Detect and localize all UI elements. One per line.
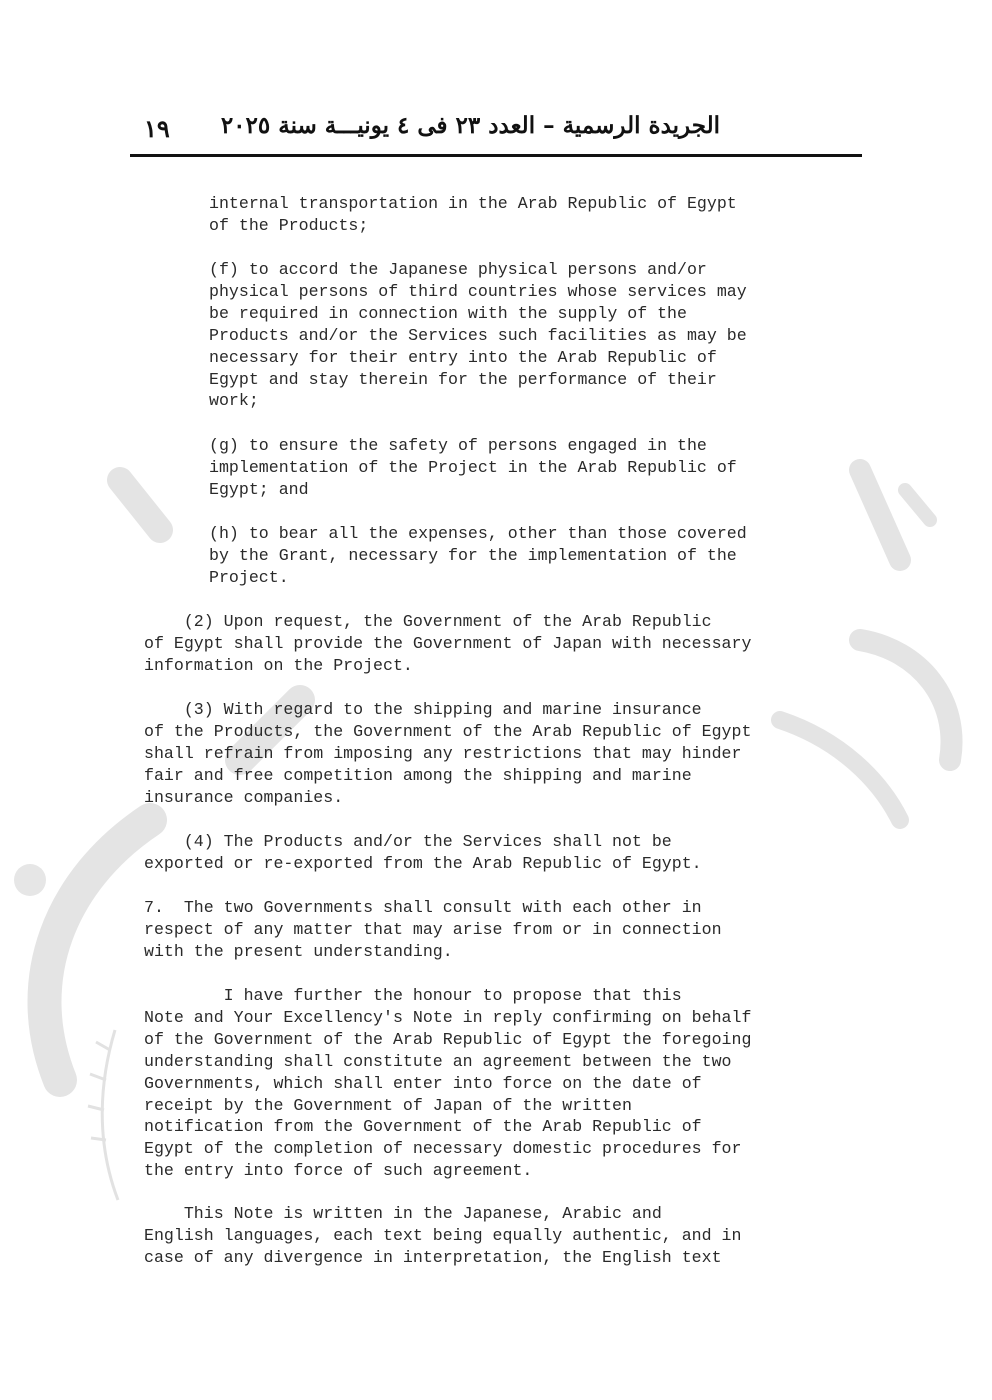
paragraph-note-languages: This Note is written in the Japanese, Arabic and English languages, each text being equally authentic, and in case of any divergence in interpretation, the English text bbox=[144, 1204, 742, 1267]
paragraph-2: (2) Upon request, the Government of the Arab Republic of Egypt shall provide the Government of Japan with necessary information on the Project. bbox=[144, 612, 752, 675]
page-number: ١٩ bbox=[144, 114, 170, 143]
paragraph-7: 7. The two Governments shall consult with each other in respect of any matter that may arise from or in connection with the present understanding. bbox=[144, 898, 722, 961]
paragraph-honour: I have further the honour to propose that this Note and Your Excellency's Note in reply confirming on behalf of the Government of the Arab Republic of Egypt the foregoing understanding shall constitute an agreement between the two Governments, which shall enter into force on the date of receipt by the Government of Japan of the written notification from the Government of the Arab Republic of Egypt of the completion of necessary domestic procedures for the entry into force of such agreement. bbox=[144, 986, 752, 1181]
paragraph-continuation: internal transportation in the Arab Republic of Egypt of the Products; bbox=[209, 194, 737, 235]
paragraph-g: (g) to ensure the safety of persons engaged in the implementation of the Project in the Arab Republic of Egypt; and bbox=[209, 436, 737, 499]
gazette-title: الجريدة الرسمية – العدد ٢٣ فى ٤ يونيـــة سنة ٢٠٢٥ bbox=[220, 112, 720, 139]
paragraph-3: (3) With regard to the shipping and marine insurance of the Products, the Government of the Arab Republic of Egypt shall refrain from imposing any restrictions that may hinder fair and free competition among the shipping and marine insurance companies. bbox=[144, 700, 752, 807]
paragraph-f: (f) to accord the Japanese physical persons and/or physical persons of third countries whose services may be required in connection with the supply of the Products and/or the Services such facilities as may be necessary for their entry into the Arab Republic of Egypt and stay therein for the performance of their work; bbox=[209, 260, 747, 411]
paragraph-4: (4) The Products and/or the Services shall not be exported or re-exported from the Arab Republic of Egypt. bbox=[144, 832, 702, 873]
paragraph-h: (h) to bear all the expenses, other than those covered by the Grant, necessary for the implementation of the Project. bbox=[209, 524, 747, 587]
